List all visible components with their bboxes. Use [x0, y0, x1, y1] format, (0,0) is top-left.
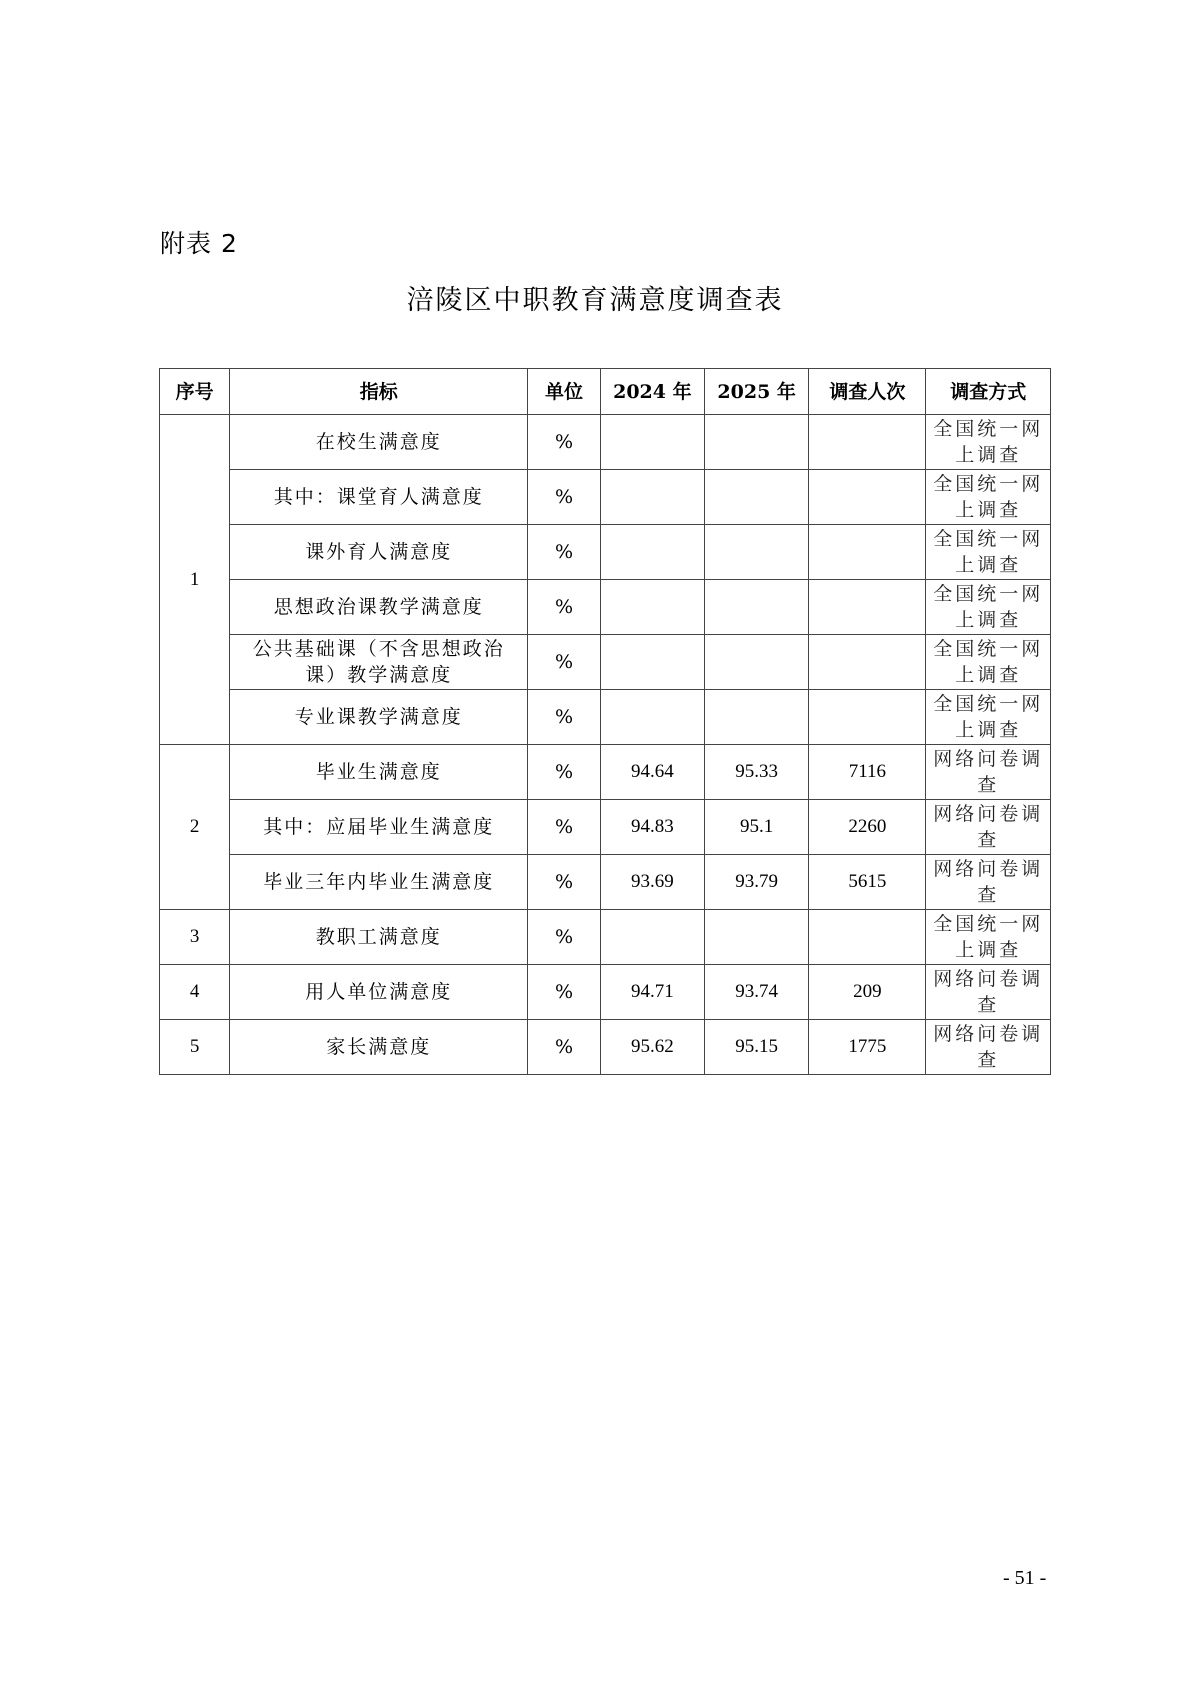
- value-2025-cell: [705, 580, 809, 635]
- count-cell: [809, 690, 926, 745]
- seq-cell: 4: [160, 965, 230, 1020]
- unit-cell: %: [528, 1020, 600, 1075]
- value-2025-cell: [705, 910, 809, 965]
- unit-cell: %: [528, 910, 600, 965]
- method-cell: 全国统一网上调查: [926, 525, 1051, 580]
- indicator-cell: 毕业生满意度: [230, 745, 528, 800]
- indicator-cell: 教职工满意度: [230, 910, 528, 965]
- value-2024-cell: [600, 690, 704, 745]
- value-2025-cell: 95.1: [705, 800, 809, 855]
- method-cell: 网络问卷调查: [926, 855, 1051, 910]
- indicator-cell: 用人单位满意度: [230, 965, 528, 1020]
- table-row: [160, 690, 1051, 745]
- header-count: 调查人次: [809, 369, 926, 415]
- unit-cell: %: [528, 415, 600, 470]
- count-cell: 2260: [809, 800, 926, 855]
- value-2024-cell: 94.71: [600, 965, 704, 1020]
- indicator-cell: 公共基础课（不含思想政治课）教学满意度: [230, 635, 528, 690]
- value-2024-cell: 93.69: [600, 855, 704, 910]
- unit-cell: %: [528, 635, 600, 690]
- method-cell: 全国统一网上调查: [926, 580, 1051, 635]
- method-cell: 全国统一网上调查: [926, 415, 1051, 470]
- page-number: - 51 -: [1003, 1567, 1047, 1589]
- seq-cell: 2: [160, 745, 230, 910]
- indicator-cell: 其中：应届毕业生满意度: [230, 800, 528, 855]
- header-indicator: 指标: [230, 369, 528, 415]
- table-row: [160, 635, 1051, 690]
- document-title: 涪陵区中职教育满意度调查表: [406, 285, 784, 316]
- unit-cell: %: [528, 745, 600, 800]
- table-row: [160, 965, 1051, 1020]
- value-2025-cell: 95.15: [705, 1020, 809, 1075]
- count-cell: [809, 580, 926, 635]
- seq-cell: 5: [160, 1020, 230, 1075]
- count-cell: [809, 635, 926, 690]
- count-cell: 1775: [809, 1020, 926, 1075]
- value-2025-cell: [705, 635, 809, 690]
- value-2024-cell: [600, 580, 704, 635]
- header-method: 调查方式: [926, 369, 1051, 415]
- count-cell: [809, 415, 926, 470]
- table-row: [160, 415, 1051, 470]
- table-header-row: [160, 369, 1051, 415]
- count-cell: [809, 470, 926, 525]
- value-2024-cell: [600, 635, 704, 690]
- method-cell: 全国统一网上调查: [926, 470, 1051, 525]
- indicator-cell: 在校生满意度: [230, 415, 528, 470]
- unit-cell: %: [528, 800, 600, 855]
- value-2024-cell: [600, 910, 704, 965]
- seq-cell: 1: [160, 415, 230, 745]
- seq-cell: 3: [160, 910, 230, 965]
- indicator-cell: 毕业三年内毕业生满意度: [230, 855, 528, 910]
- indicator-cell: 家长满意度: [230, 1020, 528, 1075]
- value-2025-cell: [705, 470, 809, 525]
- count-cell: 7116: [809, 745, 926, 800]
- value-2025-cell: 93.79: [705, 855, 809, 910]
- indicator-cell: 课外育人满意度: [230, 525, 528, 580]
- unit-cell: %: [528, 470, 600, 525]
- method-cell: 全国统一网上调查: [926, 910, 1051, 965]
- header-seq: 序号: [160, 369, 230, 415]
- value-2024-cell: [600, 470, 704, 525]
- unit-cell: %: [528, 690, 600, 745]
- indicator-cell: 其中：课堂育人满意度: [230, 470, 528, 525]
- method-cell: 全国统一网上调查: [926, 635, 1051, 690]
- value-2025-cell: 93.74: [705, 965, 809, 1020]
- value-2024-cell: [600, 525, 704, 580]
- value-2024-cell: 95.62: [600, 1020, 704, 1075]
- indicator-cell: 专业课教学满意度: [230, 690, 528, 745]
- table-row: [160, 1020, 1051, 1075]
- table-row: [160, 745, 1051, 800]
- table-row: [160, 580, 1051, 635]
- count-cell: [809, 525, 926, 580]
- table-row: [160, 470, 1051, 525]
- value-2024-cell: 94.64: [600, 745, 704, 800]
- value-2025-cell: [705, 690, 809, 745]
- header-unit: 单位: [528, 369, 600, 415]
- method-cell: 全国统一网上调查: [926, 690, 1051, 745]
- method-cell: 网络问卷调查: [926, 1020, 1051, 1075]
- method-cell: 网络问卷调查: [926, 800, 1051, 855]
- unit-cell: %: [528, 855, 600, 910]
- indicator-cell: 思想政治课教学满意度: [230, 580, 528, 635]
- method-cell: 网络问卷调查: [926, 965, 1051, 1020]
- table-row: [160, 910, 1051, 965]
- value-2024-cell: [600, 415, 704, 470]
- value-2025-cell: [705, 415, 809, 470]
- table-row: [160, 525, 1051, 580]
- table-row: [160, 800, 1051, 855]
- unit-cell: %: [528, 965, 600, 1020]
- unit-cell: %: [528, 525, 600, 580]
- unit-cell: %: [528, 580, 600, 635]
- value-2025-cell: 95.33: [705, 745, 809, 800]
- count-cell: 5615: [809, 855, 926, 910]
- count-cell: 209: [809, 965, 926, 1020]
- header-2024: 2024 年: [600, 369, 704, 415]
- satisfaction-survey-table: [159, 368, 1051, 1075]
- count-cell: [809, 910, 926, 965]
- value-2024-cell: 94.83: [600, 800, 704, 855]
- header-2025: 2025 年: [705, 369, 809, 415]
- table-body: [160, 415, 1051, 1075]
- method-cell: 网络问卷调查: [926, 745, 1051, 800]
- table-row: [160, 855, 1051, 910]
- appendix-label: 附表 2: [160, 229, 238, 258]
- value-2025-cell: [705, 525, 809, 580]
